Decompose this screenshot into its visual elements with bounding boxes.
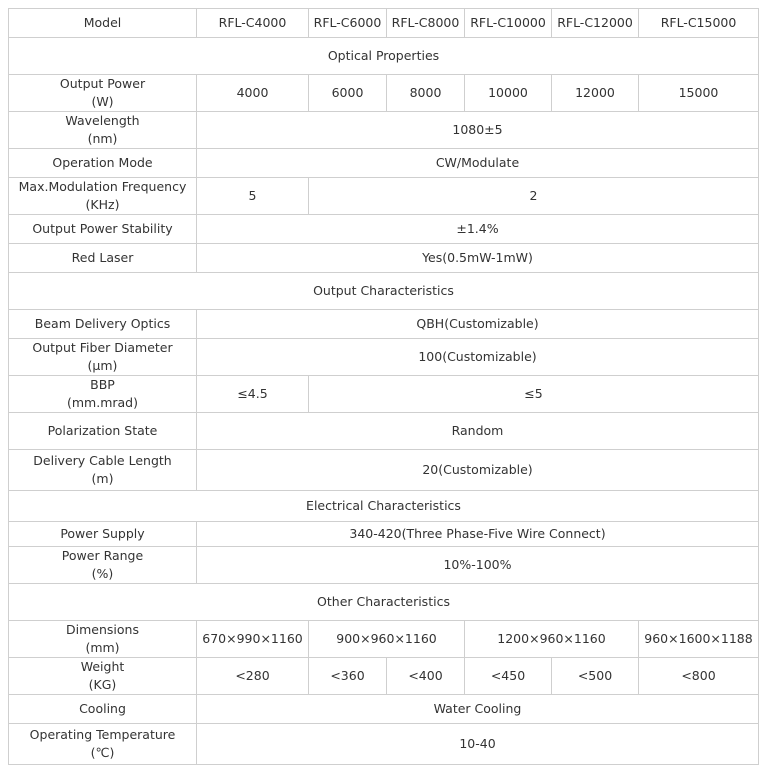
model-name: RFL-C8000	[387, 9, 465, 38]
table-row	[9, 339, 759, 376]
cell-value: 900×960×1160	[309, 621, 465, 658]
cell-value: 340-420(Three Phase-Five Wire Connect)	[197, 522, 759, 547]
row-label: BBP (mm.mrad)	[9, 376, 197, 413]
row-label: Output Power (W)	[9, 75, 197, 112]
row-label: Delivery Cable Length (m)	[9, 450, 197, 491]
cell-value: 670×990×1160	[197, 621, 309, 658]
section-row	[9, 273, 759, 310]
row-label: Operation Mode	[9, 149, 197, 178]
row-label: Power Range (%)	[9, 547, 197, 584]
cell-value: ≤5	[309, 376, 759, 413]
row-label: Operating Temperature (℃)	[9, 724, 197, 765]
cell-value: Yes(0.5mW-1mW)	[197, 244, 759, 273]
cell-value: 1080±5	[197, 112, 759, 149]
cell-value: ≤4.5	[197, 376, 309, 413]
cell-value: 1200×960×1160	[465, 621, 639, 658]
row-label: Wavelength (nm)	[9, 112, 197, 149]
row-label: Output Fiber Diameter (μm)	[9, 339, 197, 376]
table-row	[9, 112, 759, 149]
model-header-label: Model	[9, 9, 197, 38]
row-label: Dimensions (mm)	[9, 621, 197, 658]
table-row	[9, 178, 759, 215]
table-row	[9, 215, 759, 244]
cell-value: 8000	[387, 75, 465, 112]
cell-value: Random	[197, 413, 759, 450]
section-title-other: Other Characteristics	[9, 584, 759, 621]
table-row	[9, 658, 759, 695]
cell-value: 10000	[465, 75, 552, 112]
cell-value: <280	[197, 658, 309, 695]
table-row	[9, 724, 759, 765]
cell-value: <400	[387, 658, 465, 695]
table-row	[9, 376, 759, 413]
table-row	[9, 547, 759, 584]
cell-value: 6000	[309, 75, 387, 112]
row-label: Output Power Stability	[9, 215, 197, 244]
table-row	[9, 522, 759, 547]
spec-table-container	[8, 8, 759, 765]
cell-value: 2	[309, 178, 759, 215]
section-row	[9, 38, 759, 75]
row-label: Weight (KG)	[9, 658, 197, 695]
cell-value: <500	[552, 658, 639, 695]
row-label: Max.Modulation Frequency (KHz)	[9, 178, 197, 215]
cell-value: 10-40	[197, 724, 759, 765]
cell-value: Water Cooling	[197, 695, 759, 724]
table-row	[9, 695, 759, 724]
cell-value: <800	[639, 658, 759, 695]
model-name: RFL-C12000	[552, 9, 639, 38]
row-label: Polarization State	[9, 413, 197, 450]
cell-value: 100(Customizable)	[197, 339, 759, 376]
cell-value: 10%-100%	[197, 547, 759, 584]
cell-value: <360	[309, 658, 387, 695]
cell-value: <450	[465, 658, 552, 695]
row-label: Red Laser	[9, 244, 197, 273]
table-row	[9, 310, 759, 339]
table-row	[9, 75, 759, 112]
model-row	[9, 9, 759, 38]
table-row	[9, 149, 759, 178]
cell-value: 12000	[552, 75, 639, 112]
section-title-electrical: Electrical Characteristics	[9, 491, 759, 522]
cell-value: 20(Customizable)	[197, 450, 759, 491]
cell-value: 5	[197, 178, 309, 215]
section-title-optical: Optical Properties	[9, 38, 759, 75]
model-name: RFL-C10000	[465, 9, 552, 38]
cell-value: ±1.4%	[197, 215, 759, 244]
cell-value: 960×1600×1188	[639, 621, 759, 658]
table-row	[9, 244, 759, 273]
cell-value: CW/Modulate	[197, 149, 759, 178]
cell-value: 15000	[639, 75, 759, 112]
section-title-output: Output Characteristics	[9, 273, 759, 310]
section-row	[9, 584, 759, 621]
model-name: RFL-C4000	[197, 9, 309, 38]
section-row	[9, 491, 759, 522]
table-row	[9, 450, 759, 491]
spec-table	[8, 8, 759, 765]
model-name: RFL-C6000	[309, 9, 387, 38]
model-name: RFL-C15000	[639, 9, 759, 38]
row-label: Cooling	[9, 695, 197, 724]
row-label: Beam Delivery Optics	[9, 310, 197, 339]
cell-value: QBH(Customizable)	[197, 310, 759, 339]
row-label: Power Supply	[9, 522, 197, 547]
table-row	[9, 621, 759, 658]
cell-value: 4000	[197, 75, 309, 112]
table-row	[9, 413, 759, 450]
